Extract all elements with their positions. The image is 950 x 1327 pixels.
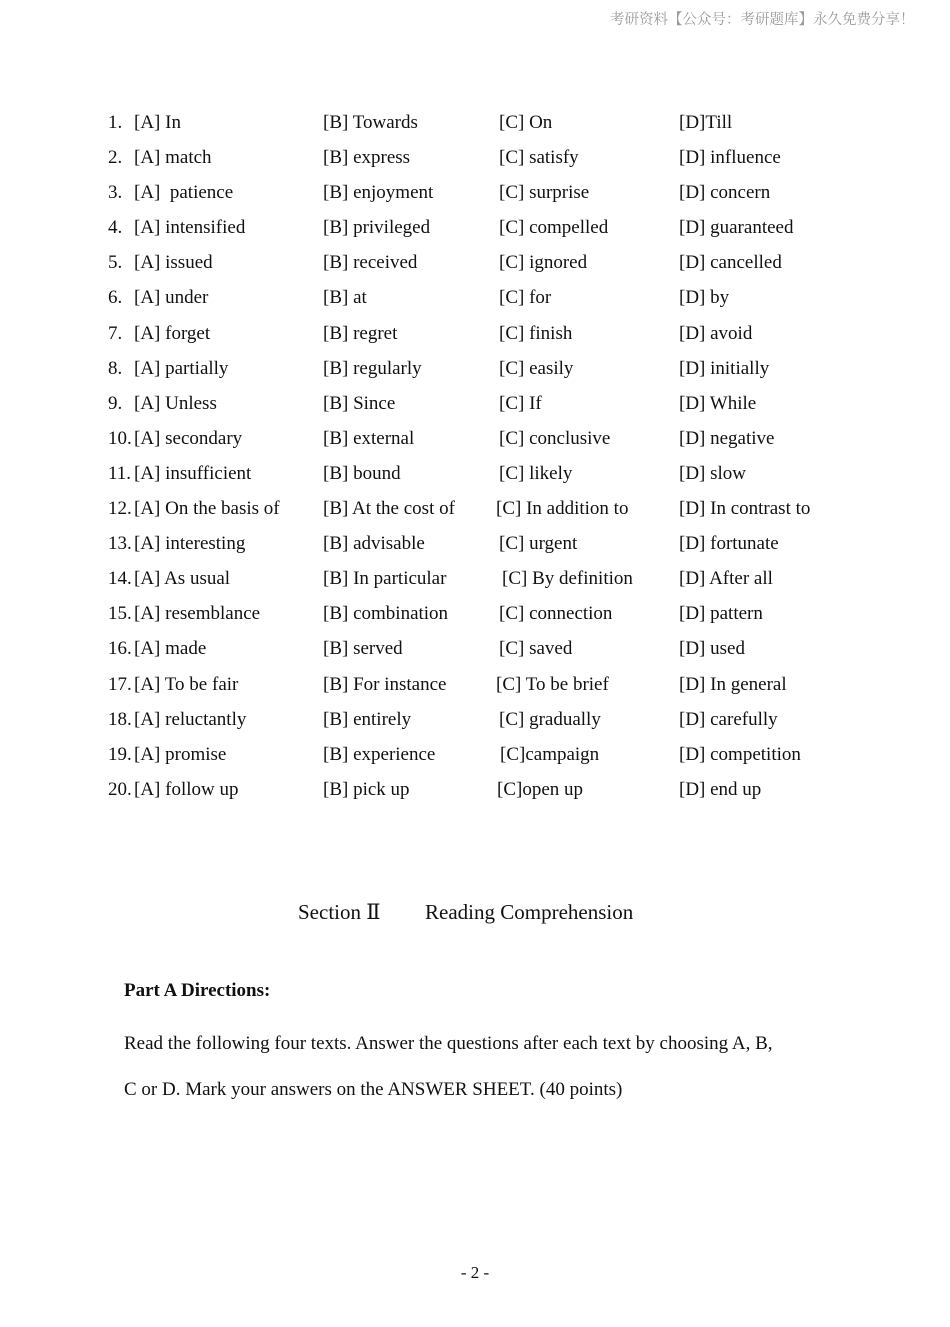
option-a: [A] secondary bbox=[134, 427, 243, 449]
option-c: [C] By definition bbox=[502, 568, 633, 590]
option-d: [D] initially bbox=[679, 357, 770, 379]
question-number: 9. bbox=[108, 392, 123, 414]
question-number: 5. bbox=[108, 252, 123, 274]
option-b: [B] At the cost of bbox=[323, 498, 455, 520]
question-number: 6. bbox=[108, 287, 123, 309]
option-c: [C] ignored bbox=[499, 252, 588, 274]
option-a: [A] patience bbox=[134, 182, 234, 204]
option-b: [B] regret bbox=[323, 322, 398, 344]
option-d: [D] avoid bbox=[679, 322, 753, 344]
option-c: [C] gradually bbox=[499, 708, 601, 730]
option-a: [A] made bbox=[134, 638, 207, 660]
part-a-heading: Part A Directions: bbox=[124, 980, 271, 1001]
question-row-11 bbox=[0, 456, 950, 491]
question-row-20 bbox=[0, 772, 950, 807]
question-row-4 bbox=[0, 210, 950, 245]
option-d: [D] pattern bbox=[679, 603, 763, 625]
option-a: [A] under bbox=[134, 287, 209, 309]
question-number: 18. bbox=[108, 708, 132, 730]
question-row-1 bbox=[0, 105, 950, 140]
option-c: [C] If bbox=[499, 392, 542, 414]
directions-line-1: Read the following four texts. Answer the questions after each text by choosing A, B, bbox=[124, 1033, 773, 1054]
option-a: [A] match bbox=[134, 147, 212, 169]
option-a: [A] intensified bbox=[134, 217, 246, 239]
option-b: [B] enjoyment bbox=[323, 182, 434, 204]
question-number: 3. bbox=[108, 182, 123, 204]
option-d: [D] negative bbox=[679, 427, 775, 449]
question-row-19 bbox=[0, 737, 950, 772]
section-title: Reading Comprehension bbox=[425, 900, 634, 924]
option-c: [C] surprise bbox=[499, 182, 590, 204]
option-d: [D] end up bbox=[679, 778, 762, 800]
question-number: 4. bbox=[108, 217, 123, 239]
option-c: [C] satisfy bbox=[499, 147, 579, 169]
option-c: [C] conclusive bbox=[499, 427, 611, 449]
option-c: [C] finish bbox=[499, 322, 573, 344]
option-b: [B] In particular bbox=[323, 568, 447, 590]
question-number: 19. bbox=[108, 743, 132, 765]
option-a: [A] interesting bbox=[134, 533, 246, 555]
option-d: [D] by bbox=[679, 287, 730, 309]
option-a: [A] In bbox=[134, 112, 181, 133]
option-c: [C] for bbox=[499, 287, 552, 309]
question-number: 11. bbox=[108, 462, 132, 484]
option-c: [C] compelled bbox=[499, 217, 609, 239]
option-d: [D] carefully bbox=[679, 708, 778, 730]
option-a: [A] partially bbox=[134, 357, 229, 379]
question-row-5 bbox=[0, 245, 950, 280]
question-row-3 bbox=[0, 175, 950, 210]
option-c: [C] connection bbox=[499, 603, 613, 625]
question-number: 17. bbox=[108, 673, 132, 695]
option-d: [D] influence bbox=[679, 147, 781, 169]
question-number: 13. bbox=[108, 533, 132, 555]
question-row-16 bbox=[0, 631, 950, 666]
option-b: [B] pick up bbox=[323, 778, 410, 800]
option-d: [D] In contrast to bbox=[679, 498, 811, 520]
option-b: [B] external bbox=[323, 427, 415, 449]
option-d: [D] concern bbox=[679, 182, 771, 204]
part-a-directions bbox=[124, 1021, 844, 1113]
option-b: [B] For instance bbox=[323, 673, 447, 695]
option-a: [A] insufficient bbox=[134, 462, 252, 484]
option-b: [B] Towards bbox=[323, 112, 418, 133]
question-number: 2. bbox=[108, 147, 123, 169]
option-a: [A] reluctantly bbox=[134, 708, 247, 730]
option-c: [C] In addition to bbox=[496, 498, 629, 520]
option-a: [A] As usual bbox=[134, 568, 231, 590]
question-number: 12. bbox=[108, 498, 132, 520]
option-b: [B] regularly bbox=[323, 357, 422, 379]
option-c: [C] To be brief bbox=[496, 673, 609, 695]
question-row-2 bbox=[0, 140, 950, 175]
page-number: - 2 - bbox=[460, 1263, 490, 1282]
option-a: [A] To be fair bbox=[134, 673, 239, 695]
option-a: [A] follow up bbox=[134, 778, 239, 800]
option-b: [B] at bbox=[323, 287, 367, 309]
option-d: [D] cancelled bbox=[679, 252, 782, 274]
question-row-17 bbox=[0, 667, 950, 702]
option-a: [A] Unless bbox=[134, 392, 217, 414]
option-d: [D] After all bbox=[679, 568, 773, 590]
option-b: [B] combination bbox=[323, 603, 449, 625]
option-d: [D] While bbox=[679, 392, 757, 414]
option-a: [A] forget bbox=[134, 322, 211, 344]
question-row-15 bbox=[0, 596, 950, 631]
question-number: 14. bbox=[108, 568, 132, 590]
question-number: 7. bbox=[108, 322, 123, 344]
question-row-14 bbox=[0, 561, 950, 596]
option-d: [D] competition bbox=[679, 743, 801, 765]
option-b: [B] received bbox=[323, 252, 418, 274]
option-d: [D] In general bbox=[679, 673, 787, 695]
option-b: [B] served bbox=[323, 638, 403, 660]
question-row-6 bbox=[0, 280, 950, 315]
question-row-7 bbox=[0, 316, 950, 351]
watermark-text: 考研资料【公众号：考研题库】永久免费分享！ bbox=[610, 12, 915, 28]
option-a: [A] promise bbox=[134, 743, 227, 765]
option-c: [C] On bbox=[499, 112, 553, 133]
question-row-10 bbox=[0, 421, 950, 456]
question-number: 20. bbox=[108, 778, 132, 800]
question-number: 8. bbox=[108, 357, 123, 379]
directions-line-2: C or D. Mark your answers on the ANSWER SHEET. (40 points) bbox=[124, 1079, 623, 1100]
option-d: [D] used bbox=[679, 638, 745, 660]
option-c: [C] urgent bbox=[499, 533, 578, 555]
question-row-12 bbox=[0, 491, 950, 526]
option-c: [C] likely bbox=[499, 462, 573, 484]
section-label: Section Ⅱ bbox=[298, 900, 381, 924]
question-number: 10. bbox=[108, 427, 132, 449]
option-c: [C] easily bbox=[499, 357, 574, 379]
option-d: [D] guaranteed bbox=[679, 217, 794, 239]
option-d: [D] slow bbox=[679, 462, 747, 484]
option-b: [B] experience bbox=[323, 743, 436, 765]
question-number: 15. bbox=[108, 603, 132, 625]
option-a: [A] resemblance bbox=[134, 603, 261, 625]
option-b: [B] privileged bbox=[323, 217, 431, 239]
option-c: [C]campaign bbox=[500, 743, 600, 765]
question-row-18 bbox=[0, 702, 950, 737]
option-b: [B] express bbox=[323, 147, 411, 169]
option-b: [B] entirely bbox=[323, 708, 412, 730]
cloze-options-list bbox=[0, 105, 950, 807]
option-c: [C] saved bbox=[499, 638, 573, 660]
option-d: [D] fortunate bbox=[679, 533, 779, 555]
question-number: 16. bbox=[108, 638, 132, 660]
option-b: [B] advisable bbox=[323, 533, 425, 555]
option-b: [B] Since bbox=[323, 392, 396, 414]
question-number: 1. bbox=[108, 112, 123, 133]
question-row-13 bbox=[0, 526, 950, 561]
option-d: [D]Till bbox=[679, 112, 733, 133]
option-a: [A] issued bbox=[134, 252, 213, 274]
question-row-9 bbox=[0, 386, 950, 421]
option-c: [C]open up bbox=[497, 778, 584, 800]
option-a: [A] On the basis of bbox=[134, 498, 280, 520]
option-b: [B] bound bbox=[323, 462, 401, 484]
question-row-8 bbox=[0, 351, 950, 386]
